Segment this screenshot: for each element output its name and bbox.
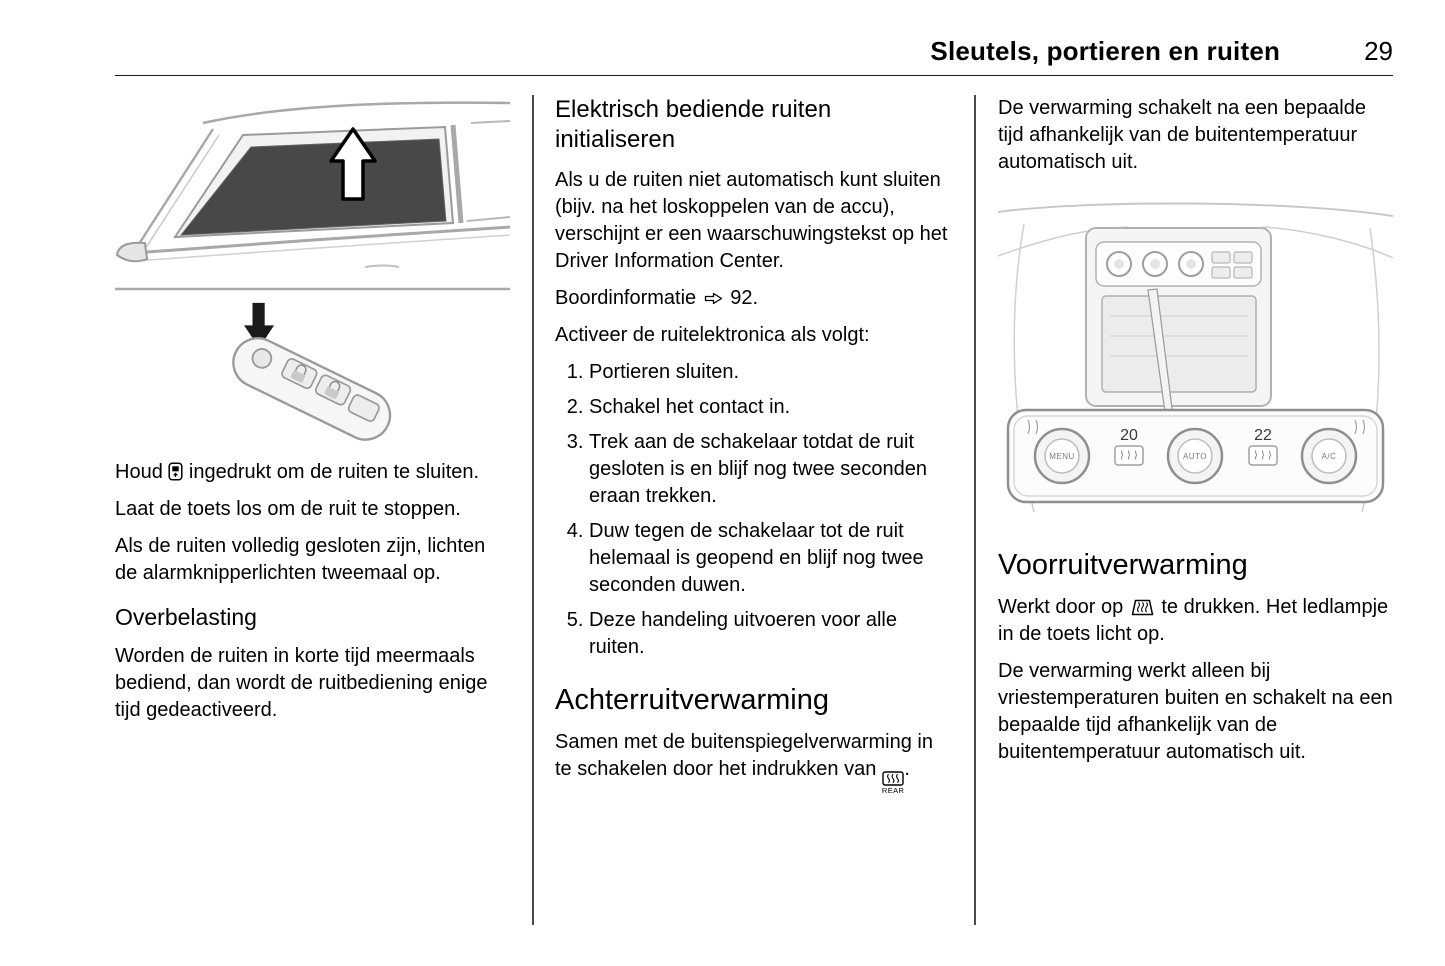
page-number: 29 <box>1364 36 1393 66</box>
reference-label: Boordinformatie <box>555 287 702 309</box>
paragraph-windscreen-button <box>998 594 1393 648</box>
page-header <box>115 36 1393 76</box>
paragraph-overload: Worden de ruiten in korte tijd meermaals bediend, dan wordt de ruitbediening enige tijd gedeactiveerd. <box>115 645 488 721</box>
center-console-illustration <box>998 194 1393 514</box>
column-middle <box>555 95 953 805</box>
front-defrost-icon <box>1129 599 1156 616</box>
climate-knob-right <box>1302 429 1356 483</box>
paragraph-heating-auto-off: De verwarming schakelt na een bepaalde tijd afhankelijk van de buitentemperatuur automatisch uit. <box>998 97 1366 173</box>
chapter-title: Sleutels, portieren en ruiten <box>930 36 1281 66</box>
paragraph-initialise: Als u de ruiten niet automatisch kunt sluiten (bijv. na het loskoppelen van de accu), verschijnt er een waarschuwingstekst op het Driver Information Center. <box>555 169 948 272</box>
paragraph-release-button: Laat de toets los om de ruit te stoppen. <box>115 498 461 520</box>
reference-arrow-icon <box>704 292 723 305</box>
door-window-illustration <box>115 95 510 293</box>
paragraph-windows-closed: Als de ruiten volledig gesloten zijn, lichten de alarmknipperlichten tweemaal op. <box>115 535 486 584</box>
heading-rear-window-heating: Achterruitverwarming <box>555 684 829 716</box>
text-front-post: te drukken. Het ledlampje in de toets licht op. <box>998 596 1389 645</box>
column-left <box>115 95 510 805</box>
rear-icon-caption: REAR <box>881 786 905 795</box>
initialise-steps-list <box>555 359 953 661</box>
reference-page: 92. <box>724 287 759 309</box>
infotainment-screen <box>1102 296 1256 392</box>
text-rear-pre: Samen met de buitenspiegelverwarming in te schakelen door het indrukken van <box>555 731 933 780</box>
column-right <box>998 95 1393 805</box>
list-item: 2. Schakel het contact in. <box>589 394 953 421</box>
window-close-key-button-icon <box>168 462 183 481</box>
temperature-display-left: 20 <box>1120 427 1138 444</box>
knob-right-label: A/C <box>1321 452 1337 461</box>
text-rear-post: . <box>904 758 910 780</box>
text-front-pre: Werkt door op <box>998 596 1129 618</box>
paragraph-hold-button <box>115 459 510 486</box>
paragraph-rear-heating <box>555 729 953 795</box>
heading-overload: Overbelasting <box>115 604 257 630</box>
list-item: 4. Duw tegen de schakelaar tot de ruit helemaal is geopend en blijf nog twee seconden duwen. <box>589 518 953 599</box>
list-item: 5. Deze handeling uitvoeren voor alle ruiten. <box>589 607 953 661</box>
climate-knob-center <box>1168 429 1222 483</box>
knob-center-label: AUTO <box>1182 452 1208 461</box>
key-fob-illustration <box>115 301 510 451</box>
list-item: 1. Portieren sluiten. <box>589 359 953 386</box>
knob-left-label: MENU <box>1049 452 1075 461</box>
rear-defrost-icon <box>882 771 904 795</box>
cross-reference <box>555 285 953 312</box>
paragraph-activate-electronics: Activeer de ruitelektronica als volgt: <box>555 324 870 346</box>
heading-initialise-windows: Elektrisch bediende ruiten initialiseren <box>555 96 832 153</box>
list-item: 3. Trek aan de schakelaar totdat de ruit gesloten is en blijf nog twee seconden eraan trekken. <box>589 429 953 510</box>
heading-windscreen-heating: Voorruitverwarming <box>998 549 1248 581</box>
climate-knob-left <box>1035 429 1089 483</box>
temperature-display-right: 22 <box>1254 427 1272 444</box>
paragraph-windscreen-conditions: De verwarming werkt alleen bij vriestemperaturen buiten en schakelt na een bepaalde tijd afhankelijk van de buitentemperatuur automatisch uit. <box>998 660 1393 763</box>
text-hold-post: ingedrukt om de ruiten te sluiten. <box>183 461 480 483</box>
text-hold-pre: Houd <box>115 461 169 483</box>
side-mirror <box>117 243 147 262</box>
content-columns <box>115 95 1393 805</box>
